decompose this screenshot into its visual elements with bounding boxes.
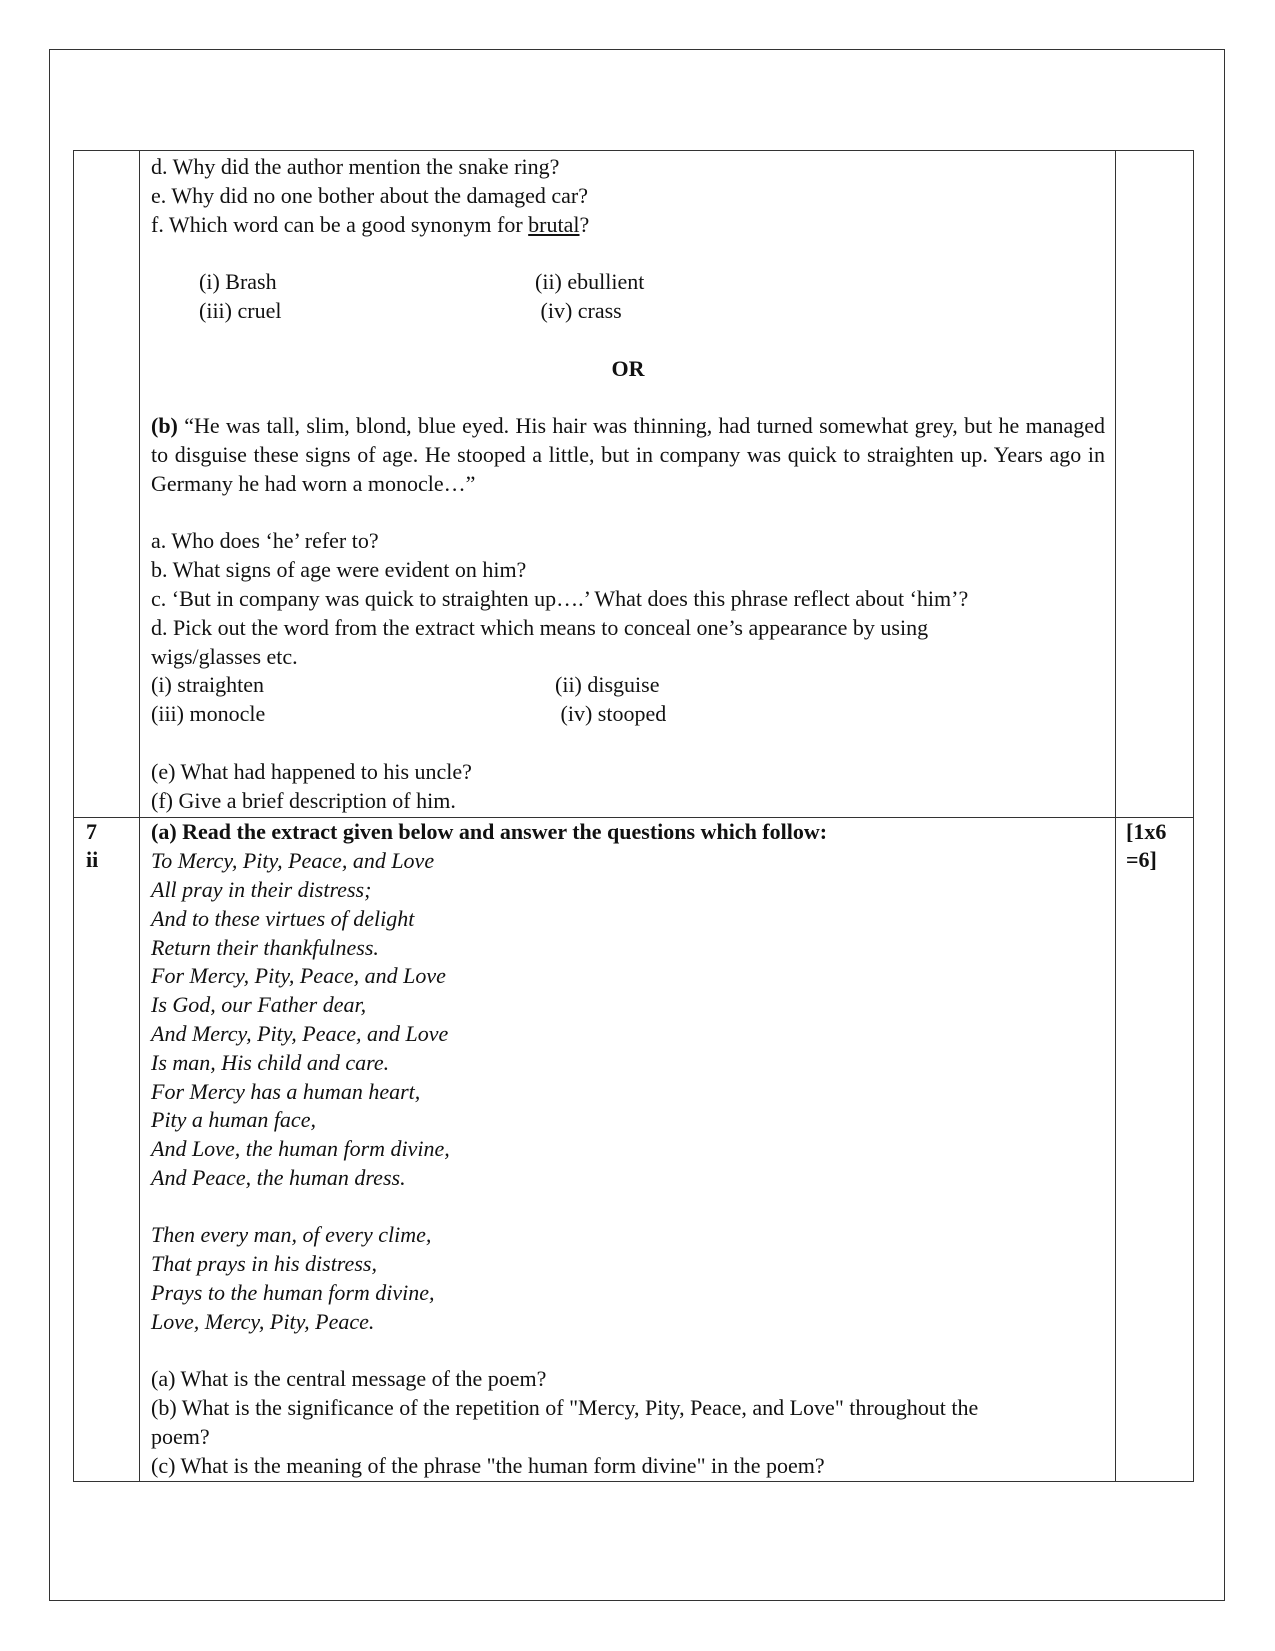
poem-line: And to these virtues of delight xyxy=(151,905,415,931)
poem-line: For Mercy, Pity, Peace, and Love xyxy=(151,963,446,989)
question-sub-number: ii xyxy=(86,846,99,872)
poem-line: Then every man, of every clime, xyxy=(151,1222,432,1248)
table-row xyxy=(74,818,1194,1481)
poem-line: Prays to the human form divine, xyxy=(151,1280,435,1306)
question-b-d: d. Pick out the word from the extract which means to conceal one’s appearance by using xyxy=(151,614,929,640)
options-f-row-2: (iii) cruel (iv) crass xyxy=(199,297,622,323)
question-d: d. Why did the author mention the snake ring? xyxy=(151,154,560,179)
options-f-row-1: (i) Brash (ii) ebullient xyxy=(199,269,645,295)
poem-question-a: (a) What is the central message of the poem? xyxy=(151,1366,547,1392)
question-b-e: (e) What had happened to his uncle? xyxy=(151,758,472,784)
question-content-cell xyxy=(140,818,1116,1481)
poem-line: To Mercy, Pity, Peace, and Love xyxy=(151,848,435,874)
question-b-f: (f) Give a brief description of him. xyxy=(151,787,456,813)
or-label: OR xyxy=(611,355,645,381)
poem-line: And Mercy, Pity, Peace, and Love xyxy=(151,1020,449,1046)
options-d-row-1: (i) straighten (ii) disguise xyxy=(151,672,660,698)
question-table xyxy=(73,150,1194,1482)
poem-question-c: (c) What is the meaning of the phrase "the human form divine" in the poem? xyxy=(151,1452,825,1478)
marks-cell xyxy=(1116,818,1194,1481)
marks-label: [1x6 xyxy=(1126,819,1167,845)
marks-cell xyxy=(1116,151,1194,818)
poem-question-b: (b) What is the significance of the repetition of "Mercy, Pity, Peace, and Love" throughout the xyxy=(151,1395,979,1421)
underlined-word: brutal xyxy=(528,211,580,237)
question-b-b: b. What signs of age were evident on him? xyxy=(151,557,527,583)
question-e: e. Why did no one bother about the damaged car? xyxy=(151,182,588,208)
question-b-a: a. Who does ‘he’ refer to? xyxy=(151,528,379,554)
poem-question-b-cont: poem? xyxy=(151,1424,210,1450)
poem-line: For Mercy has a human heart, xyxy=(151,1078,421,1104)
poem-line: Is man, His child and care. xyxy=(151,1049,390,1075)
question-content-cell xyxy=(140,151,1116,818)
question-b-c: c. ‘But in company was quick to straighten up….’ What does this phrase reflect about ‘him’? xyxy=(151,585,969,611)
options-d-row-2: (iii) monocle (iv) stooped xyxy=(151,701,667,727)
question-number-cell xyxy=(74,818,140,1481)
question-b-d-cont: wigs/glasses etc. xyxy=(151,643,298,669)
marks-total: =6] xyxy=(1126,846,1157,872)
extract-b-text: “He was tall, slim, blond, blue eyed. His hair was thinning, had turned somewhat grey, but he managed to disguise these signs of age. He stooped a little, but in company was quick to straighten up. Years ago in Germany he had worn a monocle…” xyxy=(151,413,1105,496)
table-row xyxy=(74,151,1194,818)
poem-line: That prays in his distress, xyxy=(151,1251,377,1277)
poem-line: Is God, our Father dear, xyxy=(151,992,367,1018)
extract-b xyxy=(151,412,1105,498)
poem-line: Return their thankfulness. xyxy=(151,934,379,960)
extract-b-label: (b) xyxy=(151,413,178,439)
question-number-cell xyxy=(74,151,140,818)
poem-line: All pray in their distress; xyxy=(151,876,372,902)
question-f: f. Which word can be a good synonym for brutal? xyxy=(151,211,590,237)
poem-line: Love, Mercy, Pity, Peace. xyxy=(151,1308,375,1334)
section-heading: (a) Read the extract given below and answer the questions which follow: xyxy=(151,819,828,845)
poem-line: And Peace, the human dress. xyxy=(151,1164,406,1190)
poem-line: Pity a human face, xyxy=(151,1107,316,1133)
question-number: 7 xyxy=(86,819,97,845)
poem-line: And Love, the human form divine, xyxy=(151,1136,450,1162)
